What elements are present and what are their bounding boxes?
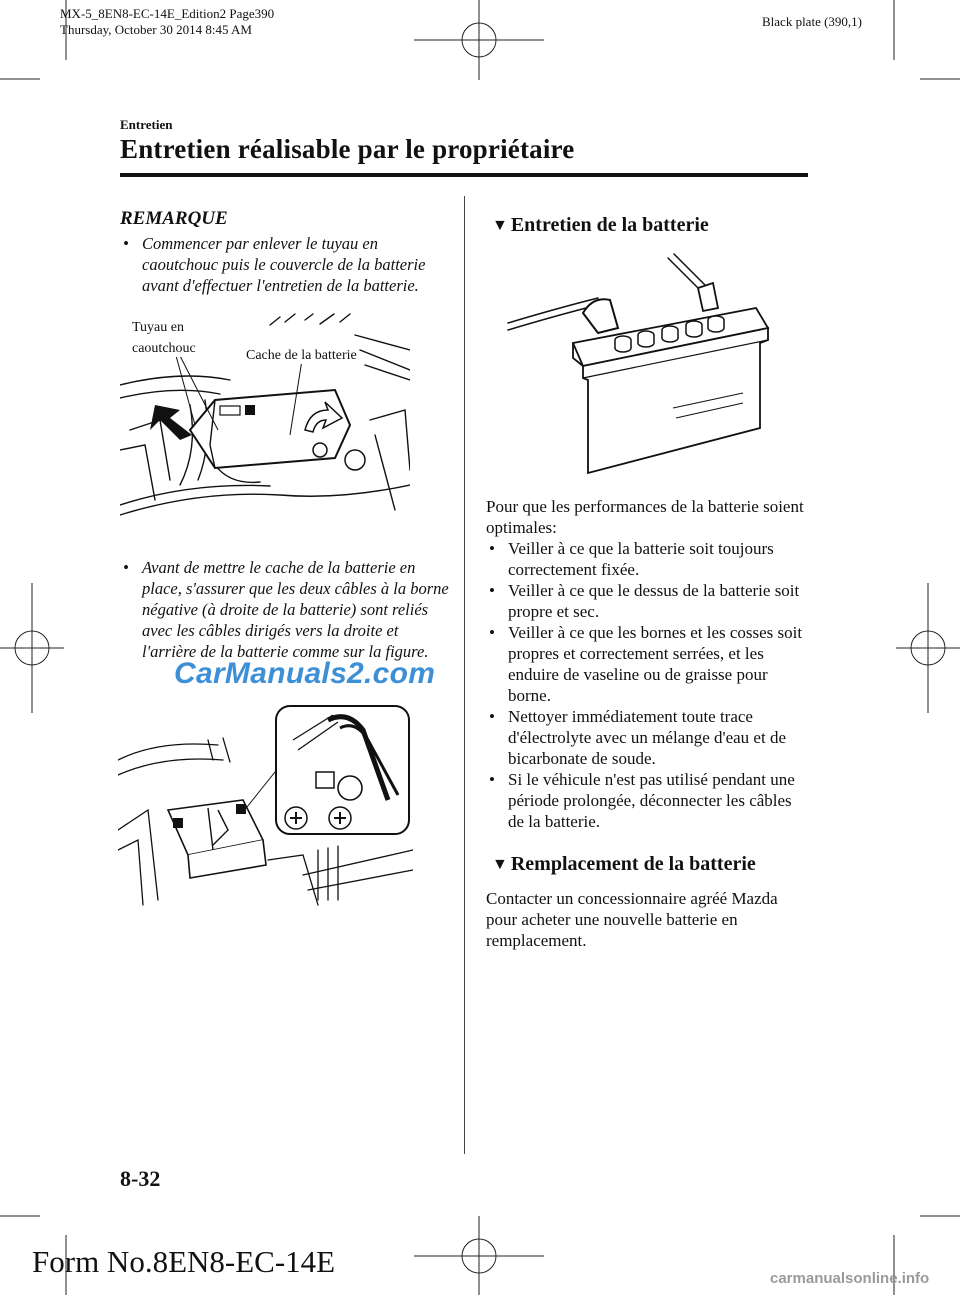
battery-tip-item: • Veiller à ce que la batterie soit toujours correctement fixée. bbox=[489, 539, 774, 579]
triangle-icon: ▼ bbox=[492, 217, 508, 234]
battery-cover-label: Cache de la batterie bbox=[246, 348, 357, 363]
section-label: Entretien bbox=[120, 117, 173, 132]
battery-tip-item: • Veiller à ce que les bornes et les cosses soit propres et correctement serrées, et les enduire de vaseline ou de graisse pour borne. bbox=[489, 623, 803, 705]
note-item: • Avant de mettre le cache de la batterie en place, s'assurer que les deux câbles à la borne négative (à droite de la batterie) sont reliés avec les câbles dirigés vers la droite et l'arrière de la batterie comme sur la figure. bbox=[123, 558, 449, 661]
black-plate-label: Black plate (390,1) bbox=[762, 14, 862, 29]
watermark-logo: CarManuals2.com bbox=[174, 657, 436, 690]
title-rule bbox=[120, 173, 808, 177]
note-heading: REMARQUE bbox=[120, 208, 228, 229]
battery-illustration bbox=[498, 248, 798, 483]
bullet-icon: • bbox=[489, 539, 495, 558]
note-list-second bbox=[120, 557, 455, 662]
bullet-icon: • bbox=[123, 234, 129, 253]
page-title: Entretien réalisable par le propriétaire bbox=[120, 134, 575, 164]
negative-terminal-illustration bbox=[118, 700, 413, 910]
footer-watermark: carmanualsonline.info bbox=[770, 1270, 930, 1287]
battery-tip-item: • Si le véhicule n'est pas utilisé pendant une période prolongée, déconnecter les câbles de la batterie. bbox=[489, 770, 795, 831]
battery-tips-list bbox=[486, 538, 808, 832]
page-number: 8-32 bbox=[120, 1166, 161, 1191]
bullet-icon: • bbox=[489, 623, 495, 642]
battery-replacement-heading: ▼ Remplacement de la batterie bbox=[492, 853, 756, 875]
bullet-icon: • bbox=[489, 707, 495, 726]
note-list-first bbox=[120, 233, 455, 296]
bullet-icon: • bbox=[489, 581, 495, 600]
battery-tip-item: • Veiller à ce que le dessus de la batterie soit propre et sec. bbox=[489, 581, 800, 621]
rubber-hose-label-line2: caoutchouc bbox=[132, 341, 196, 356]
battery-intro-text: Pour que les performances de la batterie soient optimales: bbox=[486, 497, 804, 537]
print-date-line: Thursday, October 30 2014 8:45 AM bbox=[60, 22, 252, 37]
bullet-icon: • bbox=[489, 770, 495, 789]
print-file-line: MX-5_8EN8-EC-14E_Edition2 Page390 bbox=[60, 6, 275, 21]
column-divider bbox=[464, 196, 465, 1154]
battery-maintenance-heading: ▼ Entretien de la batterie bbox=[492, 214, 709, 236]
bullet-icon: • bbox=[123, 558, 129, 577]
battery-tip-item: • Nettoyer immédiatement toute trace d'électrolyte avec un mélange d'eau et de bicarbonate de soude. bbox=[489, 707, 786, 768]
battery-replacement-text: Contacter un concessionnaire agréé Mazda pour acheter une nouvelle batterie en remplacement. bbox=[486, 889, 778, 950]
note-item: • Commencer par enlever le tuyau en caoutchouc puis le couvercle de la batterie avant d'effectuer l'entretien de la batterie. bbox=[123, 234, 426, 295]
rubber-hose-label-line1: Tuyau en bbox=[132, 320, 184, 335]
form-number: Form No.8EN8-EC-14E bbox=[32, 1244, 336, 1279]
triangle-icon: ▼ bbox=[492, 856, 508, 873]
